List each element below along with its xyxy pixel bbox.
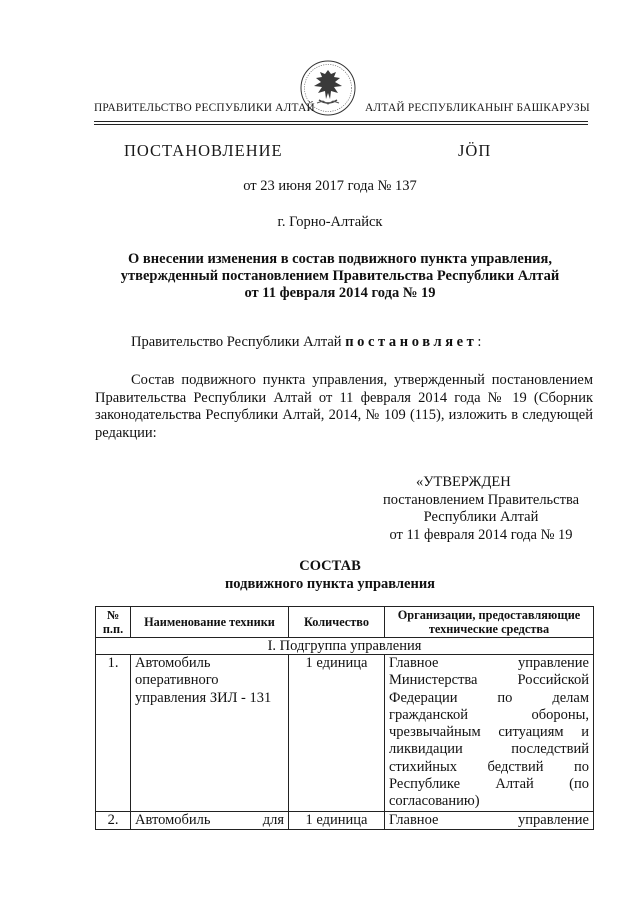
org-name-russian: ПРАВИТЕЛЬСТВО РЕСПУБЛИКИ АЛТАЙ <box>94 102 315 114</box>
table-row <box>96 811 594 829</box>
table-row <box>96 655 594 812</box>
row-num: 2. <box>96 811 131 829</box>
table-group-row <box>96 638 594 655</box>
row-qty: 1 единица <box>289 655 385 812</box>
title-line-1: О внесении изменения в состав подвижного пункта управления, <box>128 251 552 267</box>
table-header-row <box>96 607 594 638</box>
approval-line-2: постановлением Правительства <box>382 491 580 508</box>
preamble-text: Правительство Республики Алтай <box>131 334 346 350</box>
row-org: Главное управление <box>385 811 594 829</box>
group-label: I. Подгруппа управления <box>96 638 594 655</box>
approval-line-3: Республики Алтай <box>423 509 539 525</box>
document-title <box>30 251 640 302</box>
header-rule-top <box>94 121 588 122</box>
document-city: г. Горно-Алтайск <box>277 214 383 230</box>
header-qty: Количество <box>289 607 385 638</box>
doc-type-russian: ПОСТАНОВЛЕНИЕ <box>124 141 283 160</box>
document-date: от 23 июня 2017 года № 137 <box>243 178 417 194</box>
header-org: Организации, предоставляющие технические средства <box>385 607 594 638</box>
body-paragraph-text: Состав подвижного пункта управления, утвержденный постановлением Правительства Республики Алтай от 11 февраля 2014 года № 19 (Сборник законодательства Республики Алтай, 2014, № 109 (115), изложить в следующей редакции: <box>95 372 593 441</box>
row-qty: 1 единица <box>289 811 385 829</box>
section-title: СОСТАВ <box>299 558 361 574</box>
header-name: Наименование техники <box>131 607 289 638</box>
body-paragraph <box>95 372 593 442</box>
equipment-table <box>95 606 594 830</box>
approval-line-1: «УТВЕРЖДЕН <box>416 474 511 490</box>
doc-type-altai: ЈӦП <box>458 141 492 160</box>
row-name: Автомобиль оперативного управления ЗИЛ - 131 <box>131 655 289 812</box>
org-name-altai: АЛТАЙ РЕСПУБЛИКАНЫҤ БАШКАРУЗЫ <box>365 102 590 114</box>
row-org: Главное управление Министерства Российской Федерации по делам гражданской обороны, чрезвычайным ситуациям и ликвидации последствий стихийных бедствий по Республике Алтай (по согласованию) <box>385 655 594 812</box>
title-line-3: от 11 февраля 2014 года № 19 <box>244 285 436 301</box>
section-subtitle: подвижного пункта управления <box>224 576 436 592</box>
row-name: Автомобиль для <box>131 811 289 829</box>
header-rule-bottom <box>94 124 588 125</box>
approval-line-4: от 11 февраля 2014 года № 19 <box>389 526 573 543</box>
preamble-emphasis: постановляет <box>345 334 478 350</box>
preamble <box>131 334 481 351</box>
approval-block <box>368 474 594 544</box>
row-num: 1. <box>96 655 131 812</box>
title-line-2: утвержденный постановлением Правительства Республики Алтай <box>120 268 560 284</box>
preamble-end: : <box>477 334 482 350</box>
header-num: № п.п. <box>96 607 131 638</box>
